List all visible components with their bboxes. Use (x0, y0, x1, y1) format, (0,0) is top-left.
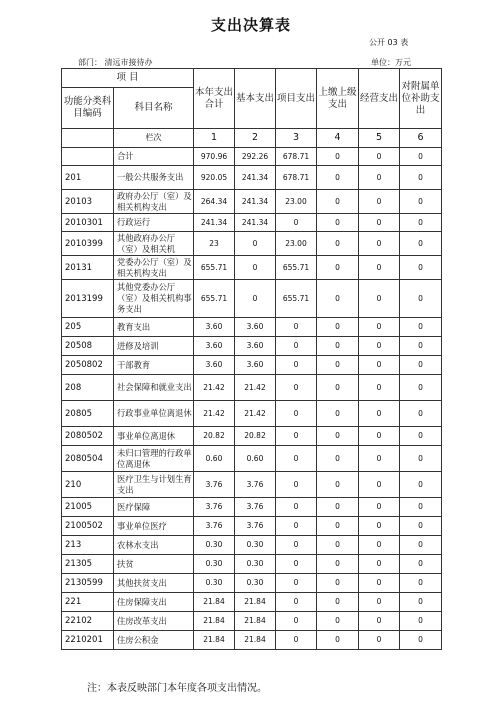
row-name: 住房保障支出 (114, 593, 194, 612)
row-value: 0 (400, 166, 442, 190)
row-code: 2130599 (62, 574, 114, 593)
table-row (62, 401, 442, 427)
row-value: 21.42 (235, 401, 276, 427)
table-row (62, 318, 442, 337)
row-name: 扶贫 (114, 555, 194, 574)
row-value: 0 (400, 232, 442, 256)
row-value: 0 (317, 375, 359, 401)
total-row (62, 148, 442, 166)
row-code: 20131 (62, 256, 114, 280)
table-row (62, 612, 442, 631)
row-value: 0 (317, 232, 359, 256)
row-value: 0 (276, 375, 317, 401)
row-value: 0 (276, 631, 317, 650)
table-row (62, 517, 442, 536)
department-label: 部门： 清远市接待办 (78, 58, 153, 67)
row-code: 2010399 (62, 232, 114, 256)
expenditure-table (61, 68, 442, 650)
row-value: 20.82 (235, 427, 276, 446)
row-value: 920.05 (194, 166, 235, 190)
unit-label: 单位：万元 (371, 58, 411, 67)
row-value: 0 (317, 280, 359, 318)
row-value: 0 (400, 498, 442, 517)
row-value: 0 (359, 427, 400, 446)
row-value: 21.84 (235, 631, 276, 650)
row-name: 进修及培训 (114, 337, 194, 356)
row-value: 0 (359, 555, 400, 574)
row-value: 3.60 (194, 337, 235, 356)
row-name: 农林水支出 (114, 536, 194, 555)
table-row (62, 593, 442, 612)
row-value: 0 (276, 401, 317, 427)
row-value: 0 (359, 517, 400, 536)
row-value: 0.30 (194, 555, 235, 574)
row-value: 21.84 (194, 612, 235, 631)
row-value: 0 (317, 337, 359, 356)
row-value: 0 (276, 427, 317, 446)
row-value: 0 (359, 612, 400, 631)
row-value: 0.30 (235, 536, 276, 555)
row-value: 655.71 (194, 280, 235, 318)
row-code: 205 (62, 318, 114, 337)
row-value: 0 (359, 190, 400, 214)
total-cell: 0 (400, 148, 442, 166)
row-value: 0 (317, 574, 359, 593)
table-row (62, 280, 442, 318)
row-value: 0 (359, 498, 400, 517)
row-value: 0 (400, 536, 442, 555)
row-name: 党委办公厅（室）及相关机构支出 (114, 256, 194, 280)
row-value: 0 (317, 472, 359, 498)
col-header-subsidy: 对附属单位补助支出 (400, 69, 442, 129)
row-code: 2100502 (62, 517, 114, 536)
row-value: 3.76 (194, 498, 235, 517)
row-value: 0 (359, 318, 400, 337)
row-value: 0 (359, 536, 400, 555)
row-code: 20805 (62, 401, 114, 427)
row-value: 241.34 (235, 214, 276, 232)
row-name: 住房公积金 (114, 631, 194, 650)
row-value: 21.42 (194, 375, 235, 401)
seq-cell: 5 (359, 129, 400, 148)
total-cell: 0 (317, 148, 359, 166)
row-value: 0 (276, 536, 317, 555)
row-value: 3.76 (194, 472, 235, 498)
code-col-header: 功能分类科目编码 (62, 88, 114, 129)
row-value: 0 (400, 427, 442, 446)
row-value: 0 (317, 427, 359, 446)
table-row (62, 446, 442, 472)
row-value: 0 (400, 337, 442, 356)
total-cell: 292.26 (235, 148, 276, 166)
table-body (62, 129, 442, 650)
table-row (62, 356, 442, 375)
row-value: 0 (359, 232, 400, 256)
row-value: 0 (359, 375, 400, 401)
table-row (62, 214, 442, 232)
row-name: 行政运行 (114, 214, 194, 232)
row-value: 0 (400, 593, 442, 612)
row-name: 教育支出 (114, 318, 194, 337)
row-value: 0.30 (194, 536, 235, 555)
row-value: 0 (317, 631, 359, 650)
row-value: 0 (235, 280, 276, 318)
row-value: 0 (317, 517, 359, 536)
row-name: 干部教育 (114, 356, 194, 375)
row-value: 3.60 (194, 318, 235, 337)
row-value: 655.71 (276, 280, 317, 318)
row-value: 0 (400, 190, 442, 214)
row-code: 221 (62, 593, 114, 612)
row-value: 0.60 (235, 446, 276, 472)
row-value: 0 (400, 375, 442, 401)
col-header-remit-upper: 上缴上级支出 (317, 69, 359, 129)
table-row (62, 375, 442, 401)
row-code: 2080504 (62, 446, 114, 472)
row-value: 0 (276, 446, 317, 472)
row-value: 678.71 (276, 166, 317, 190)
row-code: 213 (62, 536, 114, 555)
table-row (62, 256, 442, 280)
row-name: 未归口管理的行政单位离退休 (114, 446, 194, 472)
row-value: 0 (317, 555, 359, 574)
row-name: 医疗保障 (114, 498, 194, 517)
row-value: 0 (317, 536, 359, 555)
row-value: 0 (317, 612, 359, 631)
row-value: 0 (359, 401, 400, 427)
row-value: 0 (317, 356, 359, 375)
row-value: 23 (194, 232, 235, 256)
row-value: 241.34 (235, 166, 276, 190)
row-code: 208 (62, 375, 114, 401)
table-row (62, 631, 442, 650)
row-value: 3.76 (194, 517, 235, 536)
row-name: 行政事业单位离退休 (114, 401, 194, 427)
row-value: 0 (359, 214, 400, 232)
row-value: 0 (276, 472, 317, 498)
total-cell: 0 (359, 148, 400, 166)
row-value: 241.34 (194, 214, 235, 232)
row-code: 20103 (62, 190, 114, 214)
row-value: 21.42 (194, 401, 235, 427)
row-value: 0 (276, 593, 317, 612)
seq-cell: 1 (194, 129, 235, 148)
row-value: 0 (317, 214, 359, 232)
row-value: 0 (317, 498, 359, 517)
row-value: 0 (359, 337, 400, 356)
name-col-header: 科目名称 (114, 88, 194, 129)
row-value: 21.84 (235, 593, 276, 612)
total-cell: 678.71 (276, 148, 317, 166)
row-code: 2210201 (62, 631, 114, 650)
row-value: 0 (276, 574, 317, 593)
row-value: 0.30 (235, 574, 276, 593)
row-value: 20.82 (194, 427, 235, 446)
row-value: 0 (400, 446, 442, 472)
row-value: 0 (400, 318, 442, 337)
row-value: 0 (400, 517, 442, 536)
row-value: 0 (359, 166, 400, 190)
row-value: 0 (276, 517, 317, 536)
row-value: 0 (359, 574, 400, 593)
row-code: 2013199 (62, 280, 114, 318)
row-code: 2050802 (62, 356, 114, 375)
col-header-total: 本年支出合计 (194, 69, 235, 129)
seq-row (62, 129, 442, 148)
table-row (62, 190, 442, 214)
row-value: 0 (400, 472, 442, 498)
table-row (62, 574, 442, 593)
row-value: 0 (359, 356, 400, 375)
row-value: 0 (317, 318, 359, 337)
seq-cell: 4 (317, 129, 359, 148)
row-value: 0 (317, 166, 359, 190)
form-number: 公开 03 表 (369, 38, 409, 47)
table-row (62, 166, 442, 190)
row-value: 0 (400, 401, 442, 427)
row-value: 0 (400, 574, 442, 593)
row-name: 社会保障和就业支出 (114, 375, 194, 401)
page-title: 支出决算表 (210, 16, 291, 34)
table-row (62, 337, 442, 356)
row-value: 0 (317, 446, 359, 472)
row-value: 0 (400, 631, 442, 650)
row-value: 0 (235, 232, 276, 256)
row-code: 201 (62, 166, 114, 190)
row-value: 3.76 (235, 517, 276, 536)
row-value: 0 (276, 337, 317, 356)
row-value: 3.60 (194, 356, 235, 375)
row-value: 0.30 (194, 574, 235, 593)
row-name: 一般公共服务支出 (114, 166, 194, 190)
row-value: 0 (317, 593, 359, 612)
row-value: 0 (317, 401, 359, 427)
col-header-basic: 基本支出 (235, 69, 276, 129)
row-name: 其他党委办公厅（室）及相关机构事务支出 (114, 280, 194, 318)
row-value: 0.30 (235, 555, 276, 574)
table-row (62, 427, 442, 446)
row-value: 655.71 (276, 256, 317, 280)
table-row (62, 472, 442, 498)
row-value: 0 (276, 356, 317, 375)
row-value: 0 (276, 498, 317, 517)
row-name: 事业单位离退休 (114, 427, 194, 446)
row-name: 其他扶贫支出 (114, 574, 194, 593)
seq-cell: 2 (235, 129, 276, 148)
row-value: 0 (400, 356, 442, 375)
row-value: 23.00 (276, 190, 317, 214)
row-value: 0 (359, 446, 400, 472)
row-value: 3.76 (235, 498, 276, 517)
row-value: 0 (359, 593, 400, 612)
row-code: 210 (62, 472, 114, 498)
row-value: 21.84 (235, 612, 276, 631)
row-value: 0 (400, 555, 442, 574)
row-value: 0 (359, 256, 400, 280)
row-code: 20508 (62, 337, 114, 356)
row-value: 0 (400, 256, 442, 280)
seq-label: 栏次 (114, 129, 194, 148)
row-value: 23.00 (276, 232, 317, 256)
row-value: 3.60 (235, 356, 276, 375)
row-value: 0 (317, 190, 359, 214)
table-row (62, 536, 442, 555)
row-code: 22102 (62, 612, 114, 631)
col-header-operating: 经营支出 (359, 69, 400, 129)
row-value: 0 (276, 214, 317, 232)
col-header-project: 项目支出 (276, 69, 317, 129)
row-value: 0 (400, 214, 442, 232)
row-name: 事业单位医疗 (114, 517, 194, 536)
row-value: 0 (400, 280, 442, 318)
row-value: 0 (359, 280, 400, 318)
total-label: 合计 (114, 148, 194, 166)
row-value: 3.60 (235, 318, 276, 337)
row-value: 21.84 (194, 631, 235, 650)
row-value: 0 (276, 612, 317, 631)
row-value: 0 (359, 631, 400, 650)
table-row (62, 498, 442, 517)
row-name: 住房改革支出 (114, 612, 194, 631)
row-code: 2010301 (62, 214, 114, 232)
row-value: 21.84 (194, 593, 235, 612)
row-value: 0 (276, 555, 317, 574)
row-value: 241.34 (235, 190, 276, 214)
row-code: 2080502 (62, 427, 114, 446)
row-value: 3.76 (235, 472, 276, 498)
row-name: 其他政府办公厅（室）及相关机 (114, 232, 194, 256)
row-value: 0 (400, 612, 442, 631)
row-value: 0 (276, 318, 317, 337)
row-value: 0.60 (194, 446, 235, 472)
seq-cell: 3 (276, 129, 317, 148)
row-value: 0 (359, 472, 400, 498)
row-name: 医疗卫生与计划生育支出 (114, 472, 194, 498)
footnote: 注：本表反映部门本年度各项支出情况。 (87, 683, 267, 694)
table-header (62, 69, 442, 129)
table-row (62, 232, 442, 256)
row-value: 0 (317, 256, 359, 280)
row-value: 3.60 (235, 337, 276, 356)
row-value: 21.42 (235, 375, 276, 401)
total-cell: 970.96 (194, 148, 235, 166)
row-value: 0 (235, 256, 276, 280)
row-value: 655.71 (194, 256, 235, 280)
seq-cell: 6 (400, 129, 442, 148)
row-code: 21005 (62, 498, 114, 517)
row-code: 21305 (62, 555, 114, 574)
row-name: 政府办公厅（室）及相关机构支出 (114, 190, 194, 214)
row-value: 264.34 (194, 190, 235, 214)
table-row (62, 555, 442, 574)
item-header: 项 目 (62, 69, 194, 88)
